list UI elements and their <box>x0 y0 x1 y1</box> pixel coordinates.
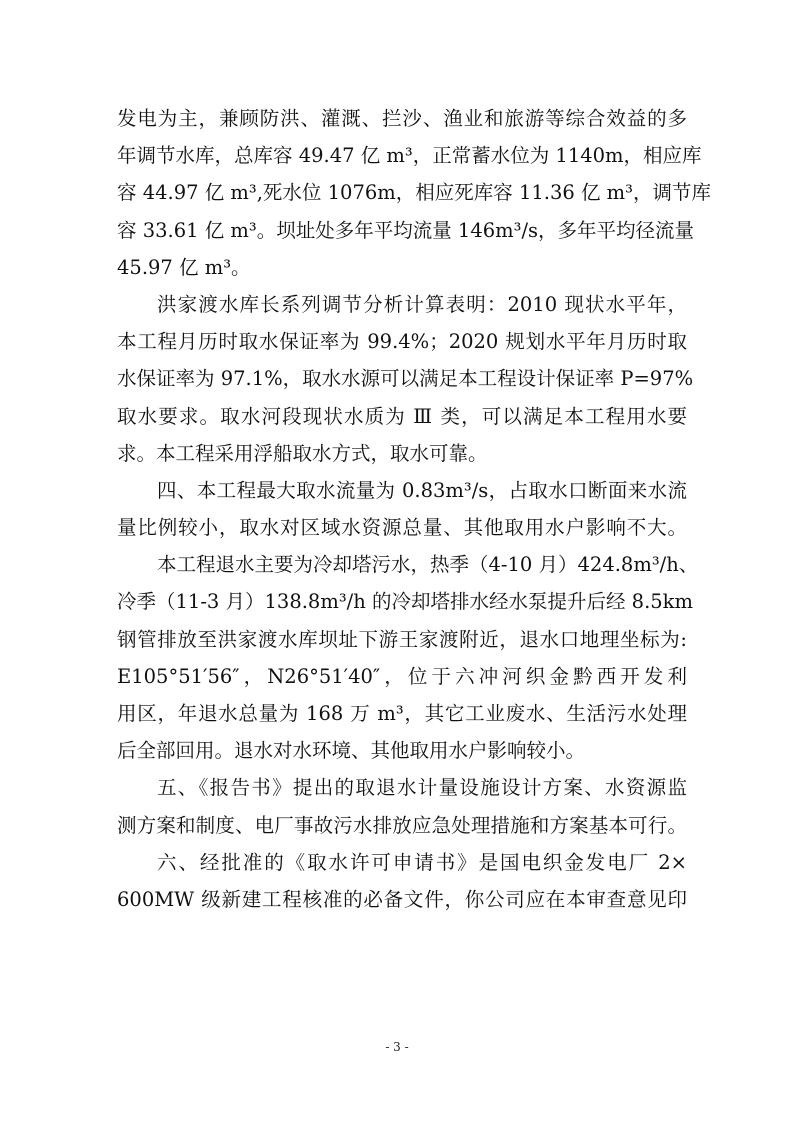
text-line: 容 44.97 亿 m³,死水位 1076m，相应死库容 11.36 亿 m³，调节库 <box>117 181 711 205</box>
paragraph-first-line: 六、经批准的《取水许可申请书》是国电织金发电厂 2× <box>157 850 687 874</box>
text-line: 后全部回用。退水对水环境、其他取用水户影响较小。 <box>117 739 586 763</box>
text-line: 钢管排放至洪家渡水库坝址下游王家渡附近，退水口地理坐标为: <box>117 627 687 651</box>
text-line: 本工程月历时取水保证率为 99.4%；2020 规划水平年月历时取 <box>117 330 687 354</box>
text-line: 容 33.61 亿 m³。坝址处多年平均流量 146m³/s，多年平均径流量 <box>117 218 695 242</box>
text-line: 冷季（11-3 月）138.8m³/h 的冷却塔排水经水泵提升后经 8.5km <box>117 590 693 614</box>
page-number: - 3 - <box>385 1040 409 1054</box>
text-line: 取水要求。取水河段现状水质为 Ⅲ 类，可以满足本工程用水要 <box>117 404 687 428</box>
paragraph-first-line: 五、《报告书》提出的取退水计量设施设计方案、水资源监 <box>157 776 687 800</box>
text-line: 水保证率为 97.1%，取水水源可以满足本工程设计保证率 P=97% <box>117 367 694 391</box>
text-line: 发电为主，兼顾防洪、灌溉、拦沙、渔业和旅游等综合效益的多 <box>117 107 687 130</box>
text-line: E105°51′56″，N26°51′40″，位于六冲河织金黔西开发利 <box>117 664 687 688</box>
paragraph-first-line: 四、本工程最大取水流量为 0.83m³/s，占取水口断面来水流 <box>157 478 687 502</box>
text-line: 年调节水库，总库容 49.47 亿 m³，正常蓄水位为 1140m，相应库 <box>117 144 702 168</box>
text-line: 45.97 亿 m³。 <box>117 255 251 279</box>
text-line: 600MW 级新建工程核准的必备文件，你公司应在本审查意见印 <box>117 887 687 911</box>
text-line: 量比例较小，取水对区域水资源总量、其他取用水户影响不大。 <box>117 516 687 540</box>
text-line: 测方案和制度、电厂事故污水排放应急处理措施和方案基本可行。 <box>117 813 687 837</box>
body-text <box>117 100 711 918</box>
text-line: 用区，年退水总量为 168 万 m³，其它工业废水、生活污水处理 <box>117 702 687 725</box>
paragraph-first-line: 本工程退水主要为冷却塔污水，热季（4-10 月）424.8m³/h、 <box>157 553 699 577</box>
paragraph-first-line: 洪家渡水库长系列调节分析计算表明：2010 现状水平年， <box>157 292 687 316</box>
text-line: 求。本工程采用浮船取水方式，取水可靠。 <box>117 441 488 465</box>
